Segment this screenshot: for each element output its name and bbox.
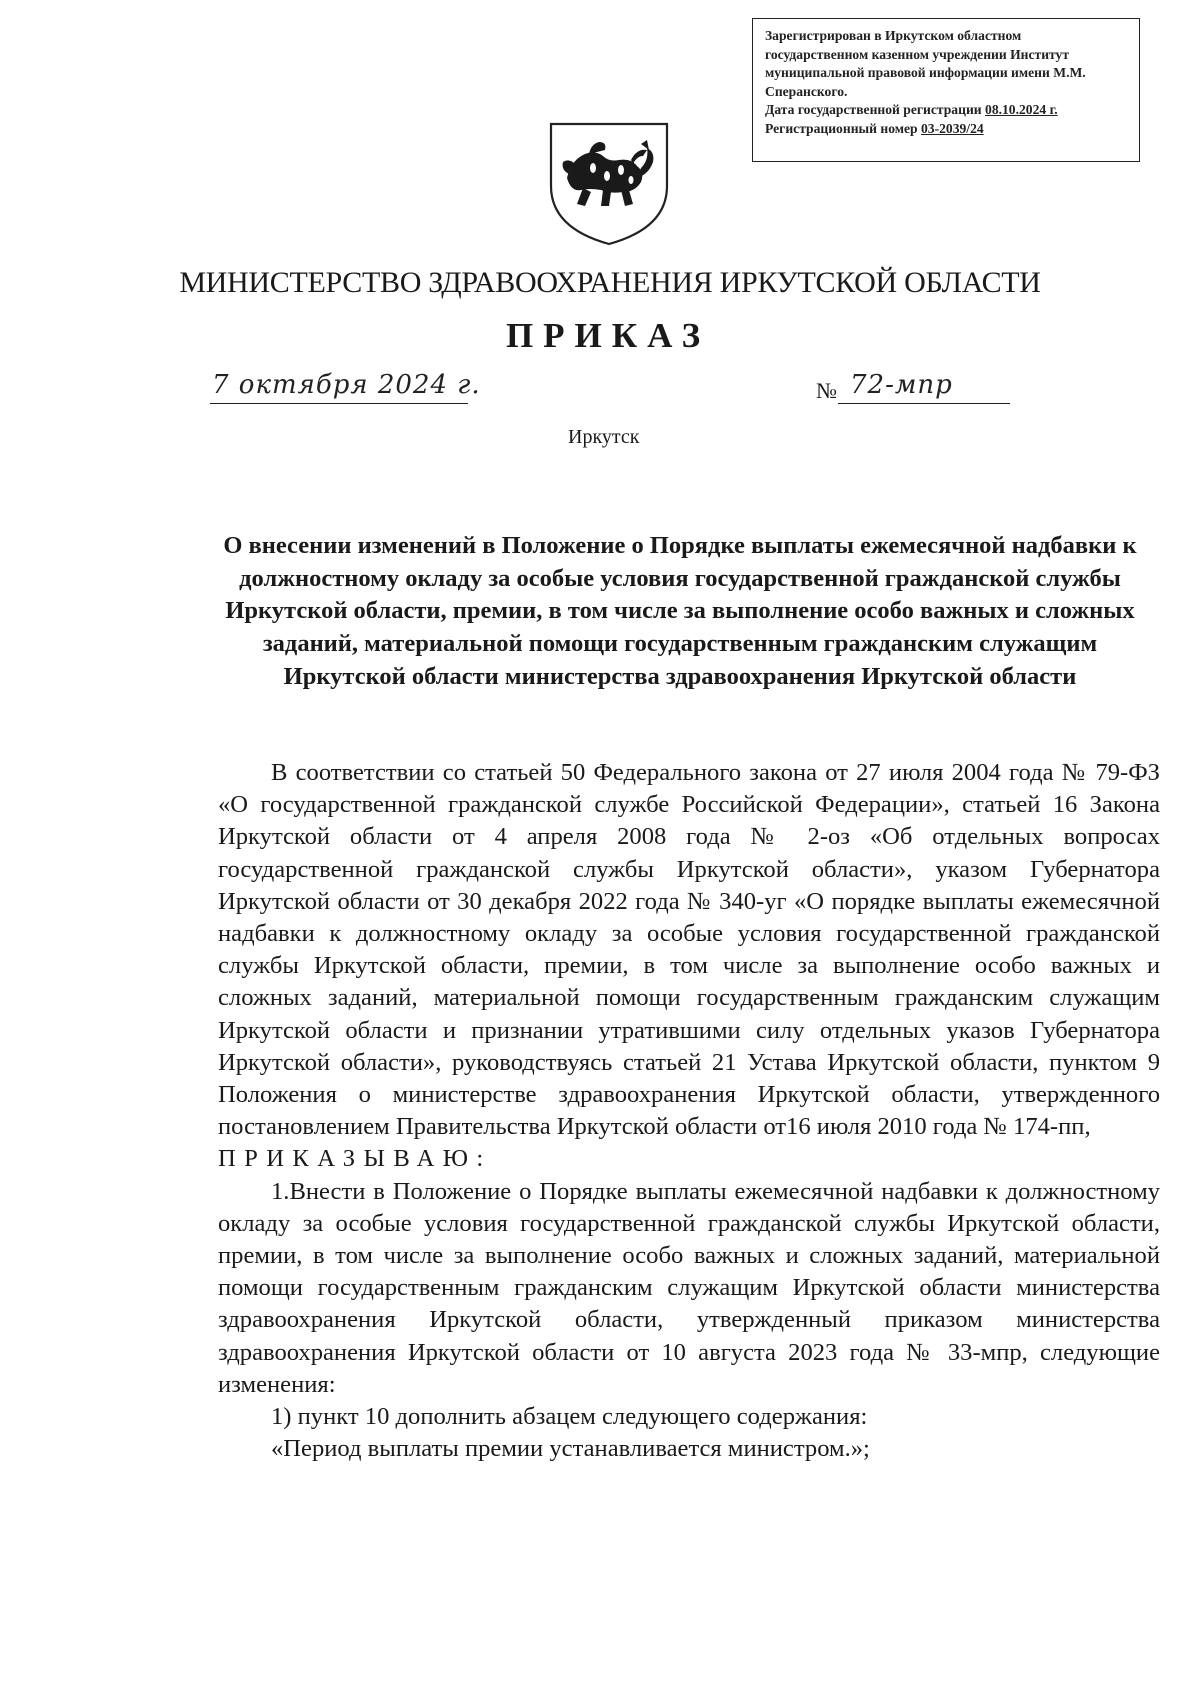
registration-stamp: [752, 18, 1140, 162]
preamble-paragraph: В соответствии со статьей 50 Федерального закона от 27 июля 2004 года № 79-ФЗ «О государственной гражданской службе Российской Федерации», статьей 16 Закона Иркутской области от 4 апреля 2008 года № 2-оз «Об отдельных вопросах государственной гражданской службы Иркутской области», указом Губернатора Иркутской области от 30 декабря 2022 года № 340-уг «О порядке выплаты ежемесячной надбавки к должностному окладу за особые условия государственной гражданской службы Иркутской области, премии, в том числе за выполнение особо важных и сложных заданий, материальной помощи государственным гражданским служащим Иркутской области и признании утратившими силу отдельных указов Губернатора Иркутской области», руководствуясь статьей 21 Устава Иркутской области, пунктом 9 Положения о министерстве здравоохранения Иркутской области, утвержденного постановлением Правительства Иркутской области от16 июля 2010 года № 174-пп,: [218, 759, 1160, 1141]
document-type: ПРИКАЗ: [505, 316, 711, 355]
stamp-number-value: 03-2039/24: [921, 120, 984, 136]
stamp-number-label: Регистрационный номер: [765, 120, 921, 136]
document-title: О внесении изменений в Положение о Порядке выплаты ежемесячной надбавки к должностному окладу за особые условия государственной гражданской службы Иркутской области, премии, в том числе за выполнение особо важных и сложных заданий, материальной помощи государственным гражданским служащим Иркутской области министерства здравоохранения Иркутской области: [223, 532, 1137, 690]
city-name: Иркутск: [568, 426, 640, 448]
ministry-name: МИНИСТЕРСТВО ЗДРАВООХРАНЕНИЯ ИРКУТСКОЙ ОБЛАСТИ: [179, 266, 1041, 299]
stamp-line: государственном казенном учреждении Институт: [765, 46, 1070, 62]
number-sign: №: [816, 378, 837, 403]
stamp-date-row: [765, 101, 1129, 120]
stamp-line: Зарегистрирован в Иркутском областном: [765, 28, 1022, 43]
stamp-line: муниципальной правовой информации имени М.М.: [765, 65, 1086, 81]
document-body: [218, 757, 1160, 1465]
order-word: ПРИКАЗЫВАЮ:: [218, 1145, 492, 1173]
stamp-number-row: [765, 120, 1129, 139]
handwritten-date: 7 октября 2024 г.: [212, 370, 481, 400]
irkutsk-coat-of-arms-icon: [545, 120, 673, 246]
item-1-paragraph: 1.Внести в Положение о Порядке выплаты ежемесячной надбавки к должностному окладу за особые условия государственной гражданской службы Иркутской области, премии, в том числе за выполнение особо важных и сложных заданий, материальной помощи государственным гражданским служащим Иркутской области министерства здравоохранения Иркутской области, утвержденный приказом министерства здравоохранения Иркутской области от 10 августа 2023 года № 33-мпр, следующие изменения:: [218, 1177, 1160, 1398]
stamp-date-label: Дата государственной регистрации: [765, 102, 986, 118]
quoted-text: «Период выплаты премии устанавливается министром.»;: [271, 1435, 870, 1463]
date-underline: [210, 403, 468, 404]
subitem-1-paragraph: 1) пункт 10 дополнить абзацем следующего содержания:: [271, 1403, 868, 1431]
stamp-date-value: 08.10.2024 г.: [985, 102, 1058, 118]
handwritten-number: 72-мпр: [850, 370, 953, 400]
stamp-line: Сперанского.: [765, 83, 848, 99]
number-underline: [838, 403, 1010, 404]
